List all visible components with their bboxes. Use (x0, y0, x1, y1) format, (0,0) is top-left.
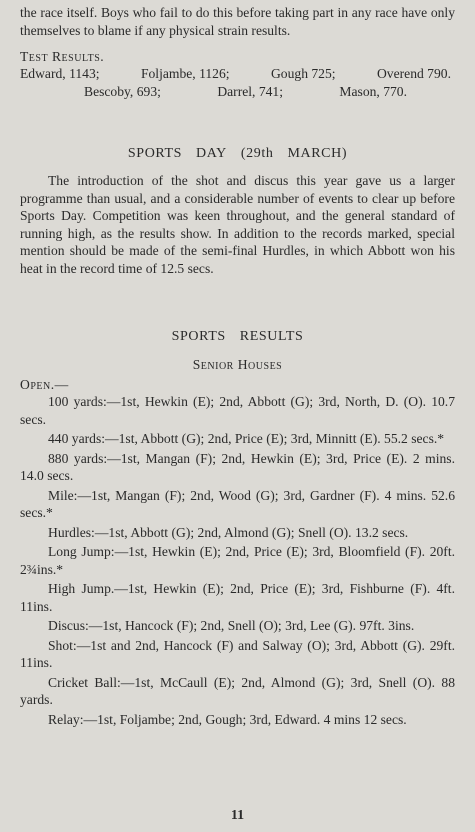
heading-word: SPORTS (127, 146, 183, 161)
event-result: Relay:—1st, Foljambe; 2nd, Gough; 3rd, Edward. 4 mins 12 secs. (48, 711, 407, 727)
page-number: 11 (230, 808, 245, 823)
event-result: Discus:—1st, Hancock (F); 2nd, Snell (O); 3rd, Lee (G). 97ft. 3ins. (48, 618, 415, 633)
test-results-heading: Test Results. (20, 49, 105, 64)
event-result: 880 yards:—1st, Mangan (F); 2nd, Hewkin (E); 3rd, Price (E). 2 mins. 14.0 secs. (20, 450, 455, 483)
event-result: 100 yards:—1st, Hewkin (E); 2nd, Abbott (G); 3rd, North, D. (O). 10.7 secs. (20, 394, 455, 427)
test-result: Gough 725; (270, 66, 336, 81)
event-result: Long Jump:—1st, Hewkin (E); 2nd, Price (E); 3rd, Bloomfield (F). 20ft. 2¾ins.* (20, 544, 455, 577)
event-result: Shot:—1st and 2nd, Hancock (F) and Salway (O); 3rd, Abbott (G). 29ft. 11ins. (20, 637, 455, 670)
category-open: Open.— (20, 377, 69, 392)
event-result: 440 yards:—1st, Abbott (G); 2nd, Price (E); 3rd, Minnitt (E). 55.2 secs.* (48, 431, 445, 446)
test-result: Overend 790. (376, 66, 451, 81)
heading-word: DAY (196, 146, 227, 161)
event-result: Mile:—1st, Mangan (F); 2nd, Wood (G); 3rd, Gardner (F). 4 mins. 52.6 secs.* (20, 487, 455, 520)
test-result: Bescoby, 693; (84, 83, 161, 99)
heading-month: MARCH) (287, 146, 348, 161)
sports-day-paragraph: The introduction of the shot and discus this year gave us a larger programme than usual, and a considerable number of events to clear up before Sports Day. Competition was keen throughout, and the general standard of running high, as the results show. In addition to the records marked, special mention should be made of the semi-final Hurdles, in which Abbott won his heat in the record time of 12.5 secs. (20, 173, 455, 276)
test-results-row-2 (20, 83, 455, 101)
test-result: Mason, 770. (339, 83, 407, 99)
top-paragraph: the race itself. Boys who fail to do this before taking part in any race have only themselves to blame if any physical strain results. (20, 5, 455, 38)
heading-word: SPORTS (171, 329, 226, 344)
sports-results-heading (20, 329, 455, 345)
senior-houses-subheading: Senior Houses (192, 357, 283, 372)
test-result: Darrel, 741; (217, 83, 283, 99)
event-result: Cricket Ball:—1st, McCaull (E); 2nd, Almond (G); 3rd, Snell (O). 88 yards. (20, 674, 455, 707)
event-result: Hurdles:—1st, Abbott (G); 2nd, Almond (G); Snell (O). 13.2 secs. (48, 524, 409, 540)
test-results-row-1 (20, 65, 455, 83)
heading-date: (29th (240, 146, 274, 161)
event-results-list (20, 393, 455, 728)
heading-word: RESULTS (239, 329, 304, 344)
test-result: Foljambe, 1126; (140, 66, 230, 81)
sports-day-heading (20, 146, 455, 162)
event-result: High Jump.—1st, Hewkin (E); 2nd, Price (E); 3rd, Fishburne (F). 4ft. 11ins. (20, 581, 455, 614)
test-result: Edward, 1143; (20, 66, 100, 81)
